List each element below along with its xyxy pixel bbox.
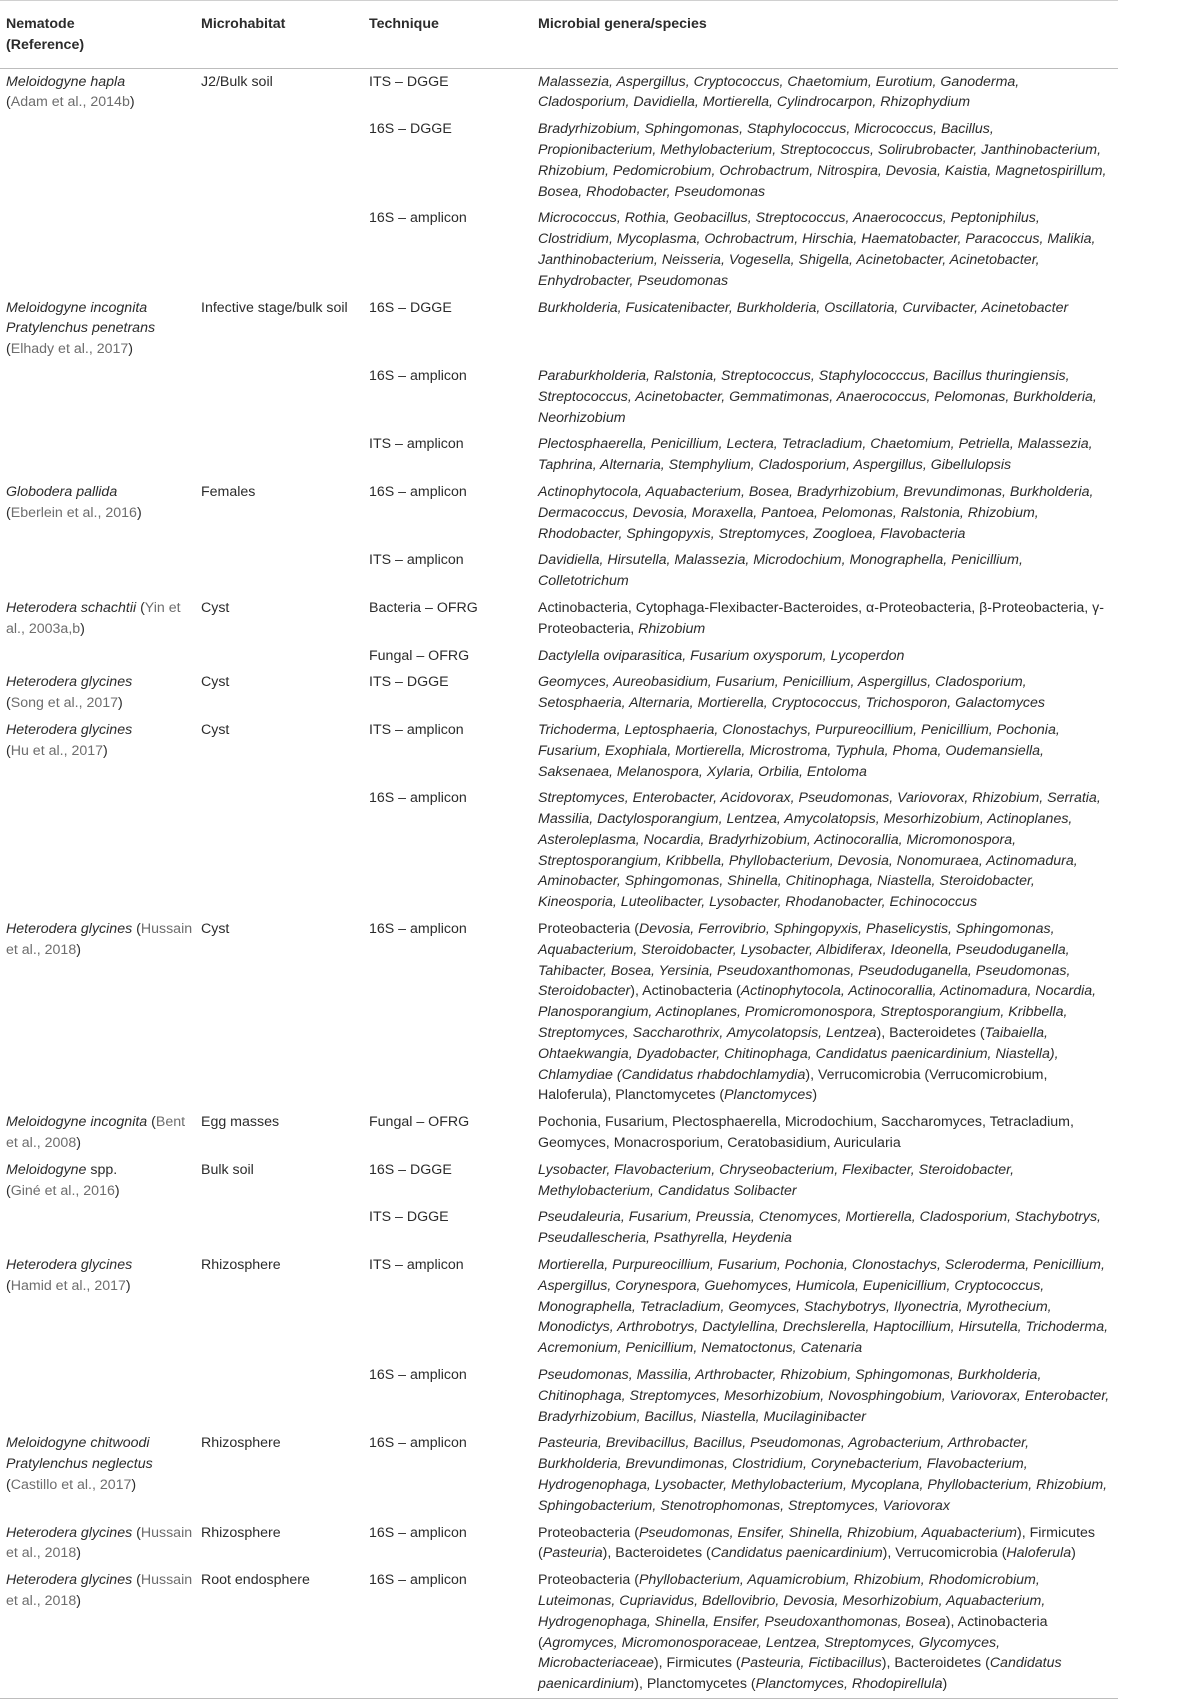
technique-cell: 16S – amplicon	[369, 1572, 467, 1589]
nematode-text: )	[125, 1277, 131, 1294]
microhabitat-cell: Rhizosphere	[201, 1524, 281, 1541]
microbes-cell	[535, 669, 1118, 717]
nematode-text: Yin et al., 2003a,b	[6, 599, 181, 637]
microbes-text: )	[1071, 1545, 1076, 1562]
nematode-text: (	[6, 504, 11, 521]
nematode-cell	[0, 205, 195, 294]
microbes-cell	[535, 595, 1118, 643]
technique-cell: Bacteria – OFRG	[369, 599, 478, 616]
table-row	[0, 916, 1118, 1109]
nematode-text: )	[129, 94, 135, 111]
technique-cell: ITS – amplicon	[369, 721, 464, 738]
nematode-text: Hussain et al., 2018	[6, 1572, 193, 1609]
table-row	[0, 1362, 1118, 1430]
nematode-text: (	[6, 1477, 11, 1493]
microbes-text: Phyllobacterium, Aquamicrobium, Rhizobium, Rhodomicrobium, Luteimonas, Cupriavidus, Bdellovibrio, Devosia, Mesorhizobium, Aquabacterium, Hydrogenophaga, Shinella, Ensifer, Pseudoxanthomonas, Bosea	[538, 1572, 1046, 1630]
microbes-text: Lysobacter, Flavobacterium, Chryseobacterium, Flexibacter, Steroidobacter, Methylobacterium, Candidatus Solibacter	[538, 1161, 1015, 1199]
nematode-text: spp.	[86, 1161, 118, 1178]
nematode-cell	[0, 1430, 195, 1519]
nematode-text: Globodera pallida	[6, 483, 118, 500]
header-microbes: Microbial genera/species	[538, 16, 707, 32]
microbes-text: ), Bacteroidetes (	[602, 1545, 711, 1562]
microbes-cell	[535, 479, 1118, 547]
microbes-cell	[535, 1204, 1118, 1252]
table-row	[0, 205, 1118, 294]
table-header	[0, 1, 1118, 69]
microbes-text: Pasteuria, Fictibacillus	[740, 1655, 882, 1672]
microbes-text: Devosia, Ferrovibrio, Sphingopyxis, Phaselicystis, Sphingomonas, Aquabacterium, Steroidobacter, Lysobacter, Albidiferax, Ideonella, Pseudoduganella, Tahibacter, Bosea, Yersinia, Pseudoxanthomonas, Pseudoduganella, Pseudomonas, Steroidobacter	[538, 921, 1071, 1000]
nematode-text: (	[132, 921, 141, 938]
technique-cell: ITS – DGGE	[369, 1209, 449, 1226]
microbes-cell	[535, 1362, 1118, 1430]
microhabitat-cell: Cyst	[201, 674, 230, 691]
nematode-text: Elhady et al., 2017	[10, 341, 129, 358]
microbes-text: Dactylella oviparasitica, Fusarium oxysporum, Lycoperdon	[538, 647, 905, 664]
microbes-text: Pasteuria	[542, 1545, 603, 1562]
header-row	[0, 1, 1118, 69]
microbes-cell	[535, 363, 1118, 431]
nematode-text: )	[131, 1477, 137, 1493]
table-row	[0, 547, 1118, 595]
microhabitat-cell: Bulk soil	[201, 1161, 254, 1178]
nematode-text: Meloidogyne incognita Pratylenchus penetrans	[6, 299, 156, 337]
microbes-text: Actinophytocola, Aquabacterium, Bosea, Bradyrhizobium, Brevundimonas, Burkholderia, Dermacoccus, Devosia, Moraxella, Pantoea, Pelomonas, Ralstonia, Rhizobium, Rhodobacter, Sphingopyxis, Streptomyces, Zoogloea, Flavobacteria	[538, 483, 1094, 542]
nematode-cell	[0, 479, 195, 547]
table-row	[0, 1520, 1118, 1568]
nematode-text: )	[76, 1592, 81, 1609]
microbes-text: Proteobacteria (	[538, 1572, 639, 1589]
microbes-text: Candidatus paenicardinium	[710, 1545, 883, 1562]
technique-cell: 16S – DGGE	[369, 299, 452, 316]
nematode-cell	[0, 116, 195, 205]
microbes-cell	[535, 1252, 1118, 1362]
microhabitat-cell	[195, 431, 365, 479]
nematode-text: Heterodera glycines	[6, 1572, 133, 1589]
microbes-text: Plectosphaerella, Penicillium, Lectera, Tetracladium, Chaetomium, Petriella, Malassezia, Taphrina, Alternaria, Stemphylium, Cladosporium, Aspergillus, Gibellulopsis	[538, 436, 1093, 474]
microhabitat-cell: Rhizosphere	[201, 1257, 281, 1274]
nematode-cell	[0, 1109, 195, 1157]
microhabitat-cell: Infective stage/bulk soil	[201, 299, 348, 316]
microbes-text: ), Verrucomicrobia (Verrucomicrobium, Haloferula), Planctomycetes (	[538, 1066, 1048, 1104]
technique-cell: 16S – amplicon	[369, 210, 467, 227]
microbes-text: Paraburkholderia, Ralstonia, Streptococcus, Staphylococccus, Bacillus thuringiensis, Streptococcus, Acinetobacter, Gemmatimonas, Anaerococcus, Pelomonas, Burkholderia, Neorhizobium	[538, 367, 1097, 426]
microbes-text: Agromyces, Micromonosporaceae, Lentzea, Streptomyces, Glycomyces, Microbacteriaceae	[538, 1634, 1001, 1672]
table-body	[0, 68, 1118, 1698]
technique-cell: 16S – amplicon	[369, 1435, 467, 1452]
table-row	[0, 785, 1118, 916]
table-row	[0, 68, 1118, 116]
nematode-text: Adam et al., 2014b	[10, 94, 130, 111]
microbes-text: Candidatus paenicardinium	[538, 1655, 1062, 1693]
technique-cell: 16S – amplicon	[369, 921, 467, 938]
microbes-text: Actinobacteria, Cytophaga-Flexibacter-Bacteroides, α-Proteobacteria, β-Proteobacteria, γ-Proteobacteria,	[538, 599, 1104, 637]
table-row	[0, 1157, 1118, 1205]
nematode-cell	[0, 669, 195, 717]
nematode-text: Heterodera glycines	[6, 1524, 133, 1541]
microbes-text: Bradyrhizobium, Sphingomonas, Staphylococcus, Micrococcus, Bacillus, Propionibacterium, Methylobacterium, Streptococcus, Solirubrobacter, Janthinobacterium, Rhizobium, Pedomicrobium, Ochrobactrum, Nitrospira, Devosia, Kaistia, Magnetospirillum, Bosea, Rhodobacter, Pseudomonas	[538, 121, 1107, 200]
microbes-text: Pseudomonas, Massilia, Arthrobacter, Rhizobium, Sphingomonas, Burkholderia, Chitinophaga, Streptomyces, Mesorhizobium, Novosphingobium, Variovorax, Enterobacter, Bradyrhizobium, Bacillus, Niastella, Mucilaginibacter	[538, 1367, 1110, 1425]
table-row	[0, 1430, 1118, 1519]
microbes-text: Trichoderma, Leptosphaeria, Clonostachys, Purpureocillium, Penicillium, Pochonia, Fusarium, Exophiala, Mortierella, Microstroma, Typhula, Phoma, Oudemansiella, Saksenaea, Melanospora, Xylaria, Orbilia, Entoloma	[538, 721, 1060, 780]
technique-cell: ITS – DGGE	[369, 674, 449, 691]
microbes-cell	[535, 916, 1118, 1109]
microbes-text: Davidiella, Hirsutella, Malassezia, Microdochium, Monographella, Penicillium, Colletotrichum	[538, 552, 1023, 590]
nematode-cell	[0, 363, 195, 431]
microbes-cell	[535, 116, 1118, 205]
technique-cell: 16S – DGGE	[369, 1161, 452, 1178]
nematode-cell	[0, 916, 195, 1109]
microbes-cell	[535, 431, 1118, 479]
table-row	[0, 1204, 1118, 1252]
microbes-text: )	[812, 1087, 818, 1104]
nematode-text: )	[128, 341, 133, 358]
nematode-cell	[0, 595, 195, 643]
table-row	[0, 669, 1118, 717]
nematode-text: )	[114, 1182, 120, 1199]
microbes-cell	[535, 1157, 1118, 1205]
nematode-text: Meloidogyne	[6, 1161, 87, 1178]
microhabitat-cell	[195, 363, 365, 431]
microbes-cell	[535, 295, 1118, 363]
microbes-cell	[535, 68, 1118, 116]
nematode-text: Hussain et al., 2018	[6, 921, 193, 958]
microbes-text: ), Firmicutes (	[538, 1524, 1095, 1562]
nematode-cell	[0, 1520, 195, 1568]
technique-cell: ITS – DGGE	[369, 73, 449, 90]
microbes-text: Actinophytocola, Actinocorallia, Actinomadura, Nocardia, Planosporangium, Actinoplanes, Promicromonospora, Streptosporangium, Kribbella, Streptomyces, Saccharothrix, Amycolatopsis, Lentzea	[538, 983, 1097, 1042]
nematode-cell	[0, 547, 195, 595]
table-row	[0, 1567, 1118, 1698]
nematode-text: (	[6, 1277, 11, 1294]
nematode-text: Hussain et al., 2018	[6, 1524, 193, 1562]
microbes-text: Mortierella, Purpureocillium, Fusarium, Pochonia, Clonostachys, Scleroderma, Penicillium, Aspergillus, Corynespora, Guehomyces, Humicola, Eupenicillium, Cryptococcus, Monographella, Tetracladium, Geomyces, Stachybotrys, Ilyonectria, Myrothecium, Monodictys, Arthrobotrys, Dactylellina, Drechslerella, Haptocillium, Hirsutella, Trichoderma, Acremonium, Penicillium, Nematoctonus, Catenaria	[538, 1257, 1109, 1357]
microbes-cell	[535, 1430, 1118, 1519]
table-row	[0, 295, 1118, 363]
microbes-text: Taibaiella, Ohtaekwangia, Dyadobacter, Chitinophaga, Candidatus paenicardinium, Niastella), Chlamydiae (Candidatus rhabdochlamydia	[538, 1025, 1059, 1083]
microbes-text: Pasteuria, Brevibacillus, Bacillus, Pseudomonas, Agrobacterium, Arthrobacter, Burkholderia, Brevundimonas, Clostridium, Corynebacterium, Flavobacterium, Hydrogenophaga, Lysobacter, Methylobacterium, Mycoplana, Phyllobacterium, Rhizobium, Sphingobacterium, Stenotrophomonas, Streptomyces, Variovorax	[538, 1435, 1108, 1514]
nematode-text: Heterodera glycines	[6, 721, 133, 738]
microbes-cell	[535, 643, 1118, 670]
technique-cell: 16S – amplicon	[369, 790, 467, 807]
microhabitat-cell: Cyst	[201, 721, 230, 738]
technique-cell: 16S – amplicon	[369, 1367, 467, 1384]
nematode-text: Hamid et al., 2017	[10, 1277, 126, 1294]
nematode-text: Giné et al., 2016	[10, 1182, 115, 1199]
microhabitat-cell	[195, 643, 365, 670]
nematode-text: (	[6, 341, 11, 358]
microhabitat-cell	[195, 547, 365, 595]
technique-cell: ITS – amplicon	[369, 1257, 464, 1274]
nematode-text: Song et al., 2017	[10, 695, 119, 712]
nematode-cell	[0, 68, 195, 116]
microbes-text: Pseudaleuria, Fusarium, Preussia, Ctenomyces, Mortierella, Cladosporium, Stachybotrys, Pseudallescheria, Psathyrella, Heydenia	[538, 1209, 1101, 1247]
nematode-cell	[0, 295, 195, 363]
microbes-text: ), Actinobacteria (	[538, 1613, 1048, 1651]
table-row	[0, 643, 1118, 670]
microbes-text: ), Planctomycetes (	[634, 1676, 756, 1693]
nematode-text: Heterodera glycines	[6, 921, 133, 938]
nematode-cell	[0, 717, 195, 785]
microbes-text: Geomyces, Aureobasidium, Fusarium, Penicillium, Aspergillus, Cladosporium, Setosphaeria, Alternaria, Mortierella, Cryptococcus, Trichosporon, Galactomyces	[538, 674, 1046, 712]
microbes-text: Pseudomonas, Ensifer, Shinella, Rhizobium, Aquabacterium	[638, 1524, 1017, 1541]
header-microhabitat: Microhabitat	[201, 16, 286, 32]
nematode-text: (	[147, 1114, 156, 1131]
table-row	[0, 595, 1118, 643]
microhabitat-cell: Rhizosphere	[201, 1435, 281, 1452]
nematode-text: )	[118, 695, 123, 712]
table-row	[0, 717, 1118, 785]
microhabitat-cell	[195, 1204, 365, 1252]
microbes-text: Rhizobium	[638, 620, 706, 637]
nematode-text: )	[76, 1545, 81, 1562]
microhabitat-cell: Root endosphere	[201, 1572, 310, 1589]
microbes-text: Pochonia, Fusarium, Plectosphaerella, Microdochium, Saccharomyces, Tetracladium, Geomyces, Monacrosporium, Ceratobasidium, Auricularia	[538, 1114, 1074, 1152]
nematode-cell	[0, 431, 195, 479]
table-row	[0, 1109, 1118, 1157]
nematode-text: (	[136, 599, 145, 616]
microbes-text: ), Bacteroidetes (	[876, 1025, 985, 1042]
nematode-text: (	[132, 1572, 141, 1589]
microbes-cell	[535, 1567, 1118, 1698]
technique-cell: Fungal – OFRG	[369, 1114, 470, 1131]
microbes-cell	[535, 205, 1118, 294]
microhabitat-cell: Cyst	[201, 599, 230, 616]
nematode-text: Eberlein et al., 2016	[10, 504, 137, 521]
nematode-text: Heterodera glycines	[6, 674, 133, 691]
nematode-cell	[0, 1157, 195, 1205]
technique-cell: 16S – DGGE	[369, 121, 452, 138]
microbes-text: Planctomyces	[724, 1087, 813, 1104]
microhabitat-cell: Females	[201, 483, 256, 500]
nematode-text: )	[103, 742, 108, 759]
nematode-cell	[0, 643, 195, 670]
microhabitat-cell: Egg masses	[201, 1114, 280, 1131]
microbes-text: Streptomyces, Enterobacter, Acidovorax, Pseudomonas, Variovorax, Rhizobium, Serratia, Massilia, Dactylosporangium, Lentzea, Amycolatopsis, Mesorhizobium, Actinoplanes, Asteroleplasma, Nocardia, Bradyrhizobium, Actinocorallia, Micromonospora, Streptosporangium, Kribbella, Phyllobacterium, Devosia, Nonomuraea, Actinomadura, Aminobacter, Sphingomonas, Shinella, Chitinophaga, Niastella, Steroidobacter, Kineosporia, Luteolibacter, Lysobacter, Rhodanobacter, Echinococcus	[538, 790, 1101, 911]
microhabitat-cell	[195, 1362, 365, 1430]
nematode-text: )	[136, 504, 142, 521]
nematode-text: )	[76, 1135, 81, 1152]
technique-cell: ITS – amplicon	[369, 436, 464, 453]
microbes-text: Burkholderia, Fusicatenibacter, Burkholderia, Oscillatoria, Curvibacter, Acinetobacter	[538, 299, 1069, 316]
nematode-cell	[0, 1252, 195, 1362]
microbes-text: ), Bacteroidetes (	[881, 1655, 990, 1672]
nematode-cell	[0, 1567, 195, 1698]
nematode-cell	[0, 785, 195, 916]
table-row	[0, 479, 1118, 547]
microbes-cell	[535, 547, 1118, 595]
microbes-text: Planctomyces, Rhodopirellula	[755, 1676, 943, 1693]
nematode-text: Heterodera glycines	[6, 1257, 133, 1274]
microbes-cell	[535, 785, 1118, 916]
nematode-text: Heterodera schachtii	[6, 599, 137, 616]
microhabitat-cell	[195, 116, 365, 205]
technique-cell: 16S – amplicon	[369, 367, 467, 384]
microhabitat-cell: J2/Bulk soil	[201, 73, 273, 90]
nematode-text: (	[6, 94, 11, 111]
nematode-text: (	[6, 695, 11, 712]
table-row	[0, 431, 1118, 479]
nematode-text: Meloidogyne chitwoodi Pratylenchus neglectus	[6, 1435, 153, 1473]
microbes-text: ), Verrucomicrobia (	[882, 1545, 1007, 1562]
nematode-text: (	[6, 742, 11, 759]
microbes-cell	[535, 717, 1118, 785]
nematode-text: Bent et al., 2008	[6, 1114, 186, 1152]
technique-cell: 16S – amplicon	[369, 483, 467, 500]
microbes-text: Haloferula	[1006, 1545, 1072, 1562]
nematode-text: Meloidogyne hapla	[6, 73, 126, 90]
table-row	[0, 116, 1118, 205]
microbes-text: Proteobacteria (	[538, 1524, 639, 1541]
nematode-text: Castillo et al., 2017	[10, 1477, 132, 1493]
microbes-text: ), Firmicutes (	[653, 1655, 741, 1672]
microbes-text: )	[942, 1676, 948, 1693]
microbes-cell	[535, 1109, 1118, 1157]
nematode-cell	[0, 1204, 195, 1252]
microhabitat-cell	[195, 205, 365, 294]
microhabitat-cell: Cyst	[201, 921, 230, 938]
header-nematode: Nematode (Reference)	[6, 16, 85, 53]
nematode-text: Meloidogyne incognita	[6, 1114, 148, 1131]
nematode-text: Hu et al., 2017	[10, 742, 104, 759]
microhabitat-cell	[195, 785, 365, 916]
nematode-text: )	[80, 620, 85, 637]
header-technique: Technique	[369, 16, 439, 32]
technique-cell: Fungal – OFRG	[369, 647, 470, 664]
nematode-text: (	[132, 1524, 141, 1541]
technique-cell: ITS – amplicon	[369, 552, 464, 569]
nematode-text: (	[6, 1182, 11, 1199]
technique-cell: 16S – amplicon	[369, 1524, 467, 1541]
microbes-text: Micrococcus, Rothia, Geobacillus, Streptococcus, Anaerococcus, Peptoniphilus, Clostridium, Mycoplasma, Ochrobactrum, Hirschia, Haematobacter, Paracoccus, Malikia, Janthinobacterium, Neisseria, Vogesella, Shigella, Acinetobacter, Acinetobacter, Enhydrobacter, Pseudomonas	[538, 210, 1096, 289]
microbes-cell	[535, 1520, 1118, 1568]
microbes-text: Proteobacteria (	[538, 921, 639, 938]
nematode-cell	[0, 1362, 195, 1430]
table-row	[0, 363, 1118, 431]
table-row	[0, 1252, 1118, 1362]
nematode-text: )	[76, 941, 81, 958]
microbes-text: ), Actinobacteria (	[630, 983, 741, 1000]
microbes-text: Malassezia, Aspergillus, Cryptococcus, Chaetomium, Eurotium, Ganoderma, Cladosporium, Davidiella, Mortierella, Cylindrocarpon, Rhizophydium	[538, 73, 1020, 111]
